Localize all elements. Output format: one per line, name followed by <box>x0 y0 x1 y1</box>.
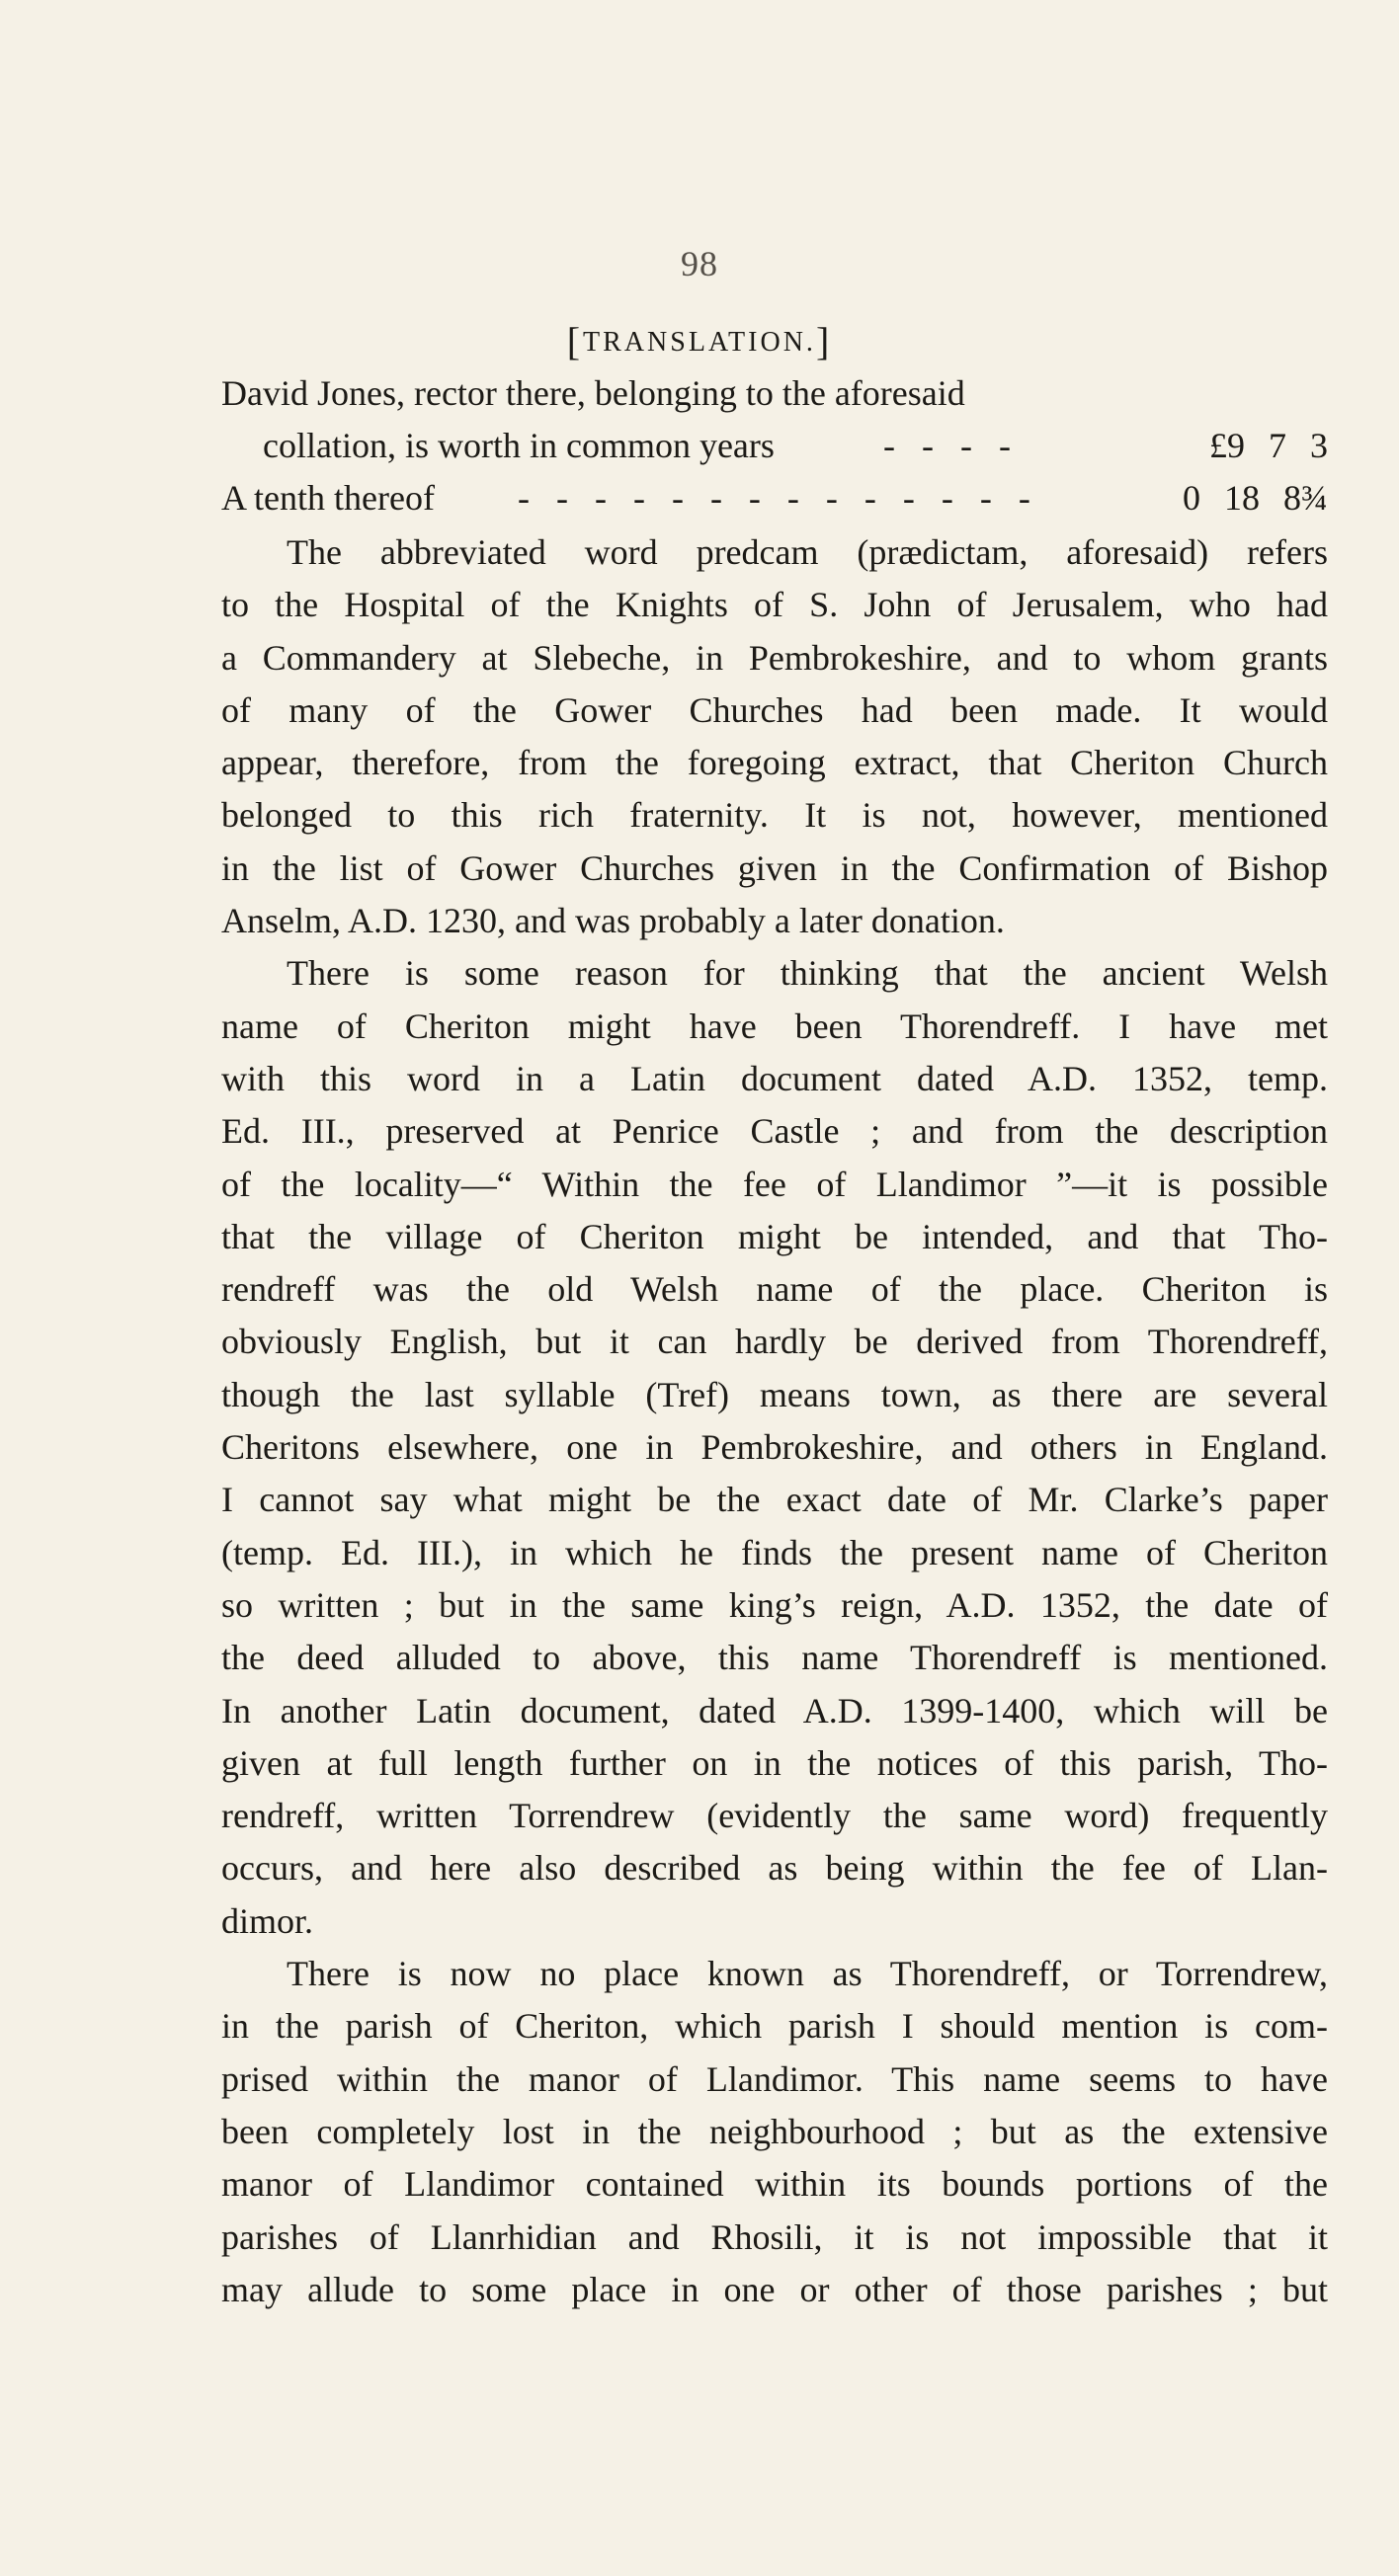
amount-pence: 3 <box>1310 426 1328 466</box>
text-line: appear, therefore, from the foregoing extract, that Cheriton Church <box>221 743 1328 783</box>
text-line: given at full length further on in the notices of this parish, Tho- <box>221 1742 1328 1783</box>
text-line: occurs, and here also described as being within the fee of Llan- <box>221 1848 1328 1889</box>
amount-pounds: £9 <box>1209 426 1245 466</box>
text-line: prised within the manor of Llandimor. This name seems to have <box>221 2058 1328 2099</box>
text-line: may allude to some place in one or other of those parishes ; but <box>221 2269 1328 2309</box>
entry-description-line: A tenth thereof <box>221 478 435 518</box>
entry-amount-line <box>221 420 1328 472</box>
amount-shillings: 18 <box>1224 478 1260 518</box>
section-heading: [TRANSLATION.] <box>566 319 833 363</box>
text-line: (temp. Ed. III.), in which he finds the present name of Cheriton <box>221 1532 1328 1572</box>
leader-dots: - - - - <box>883 426 1020 466</box>
amount <box>1159 472 1328 524</box>
text-line: in the list of Gower Churches given in the Confirmation of Bishop <box>221 847 1328 888</box>
text-line: with this word in a Latin document dated A.D. 1352, temp. <box>221 1058 1328 1098</box>
valuation-entry-rector <box>221 367 1328 473</box>
entry-description-line: collation, is worth in common years <box>263 426 775 466</box>
entry-description-line: David Jones, rector there, belonging to the aforesaid <box>221 373 965 413</box>
text-line: name of Cheriton might have been Thorendreff. I have met <box>221 1006 1328 1046</box>
text-line: to the Hospital of the Knights of S. John of Jerusalem, who had <box>221 585 1328 625</box>
text-line: so written ; but in the same king’s reign, A.D. 1352, the date of <box>221 1584 1328 1625</box>
text-line: I cannot say what might be the exact date of Mr. Clarke’s paper <box>221 1480 1328 1520</box>
text-line: Cheritons elsewhere, one in Pembrokeshire, and others in England. <box>221 1427 1328 1468</box>
text-line: belonged to this rich fraternity. It is not, however, mentioned <box>221 795 1328 836</box>
amount-shillings: 7 <box>1269 426 1286 466</box>
text-line: There is now no place known as Thorendreff, or Torrendrew, <box>287 1954 1328 1994</box>
amount <box>1186 420 1328 472</box>
text-line: the deed alluded to above, this name Thorendreff is mentioned. <box>221 1638 1328 1678</box>
text-line: of the locality—“ Within the fee of Llandimor ”—it is possible <box>221 1164 1328 1204</box>
amount-pence: 8¾ <box>1283 478 1328 518</box>
valuation-entry-tenth <box>221 472 1328 524</box>
text-line: that the village of Cheriton might be intended, and that Tho- <box>221 1216 1328 1256</box>
amount-pounds: 0 <box>1183 478 1200 518</box>
body-text <box>221 526 1328 2316</box>
text-line: In another Latin document, dated A.D. 1399-1400, which will be <box>221 1690 1328 1731</box>
text-line: The abbreviated word predcam (prædictam, aforesaid) refers <box>287 532 1328 572</box>
entry-amount-line <box>221 472 1328 524</box>
text-line: in the parish of Cheriton, which parish I should mention is com- <box>221 2006 1328 2047</box>
text-line: rendreff was the old Welsh name of the place. Cheriton is <box>221 1269 1328 1310</box>
text-line: dimor. <box>221 1900 314 1941</box>
text-line: of many of the Gower Churches had been made. It would <box>221 689 1328 730</box>
text-line: though the last syllable (Tref) means town, as there are several <box>221 1374 1328 1414</box>
text-line: obviously English, but it can hardly be derived from Thorendreff, <box>221 1322 1328 1362</box>
text-line: a Commandery at Slebeche, in Pembrokeshire, and to whom grants <box>221 637 1328 678</box>
text-line: There is some reason for thinking that the ancient Welsh <box>287 953 1328 994</box>
heading-text: TRANSLATION. <box>583 327 816 358</box>
text-line: Anselm, A.D. 1230, and was probably a later donation. <box>221 901 1005 941</box>
text-line: rendreff, written Torrendrew (evidently the same word) frequently <box>221 1796 1328 1836</box>
text-line: been completely lost in the neighbourhood ; but as the extensive <box>221 2111 1328 2151</box>
text-line: manor of Llandimor contained within its bounds portions of the <box>221 2164 1328 2205</box>
leader-dots: - - - - - - - - - - - - - - <box>518 478 1039 518</box>
text-line: Ed. III., preserved at Penrice Castle ; and from the description <box>221 1111 1328 1152</box>
text-line: parishes of Llanrhidian and Rhosili, it is not impossible that it <box>221 2216 1328 2257</box>
page-number: 98 <box>681 244 718 283</box>
